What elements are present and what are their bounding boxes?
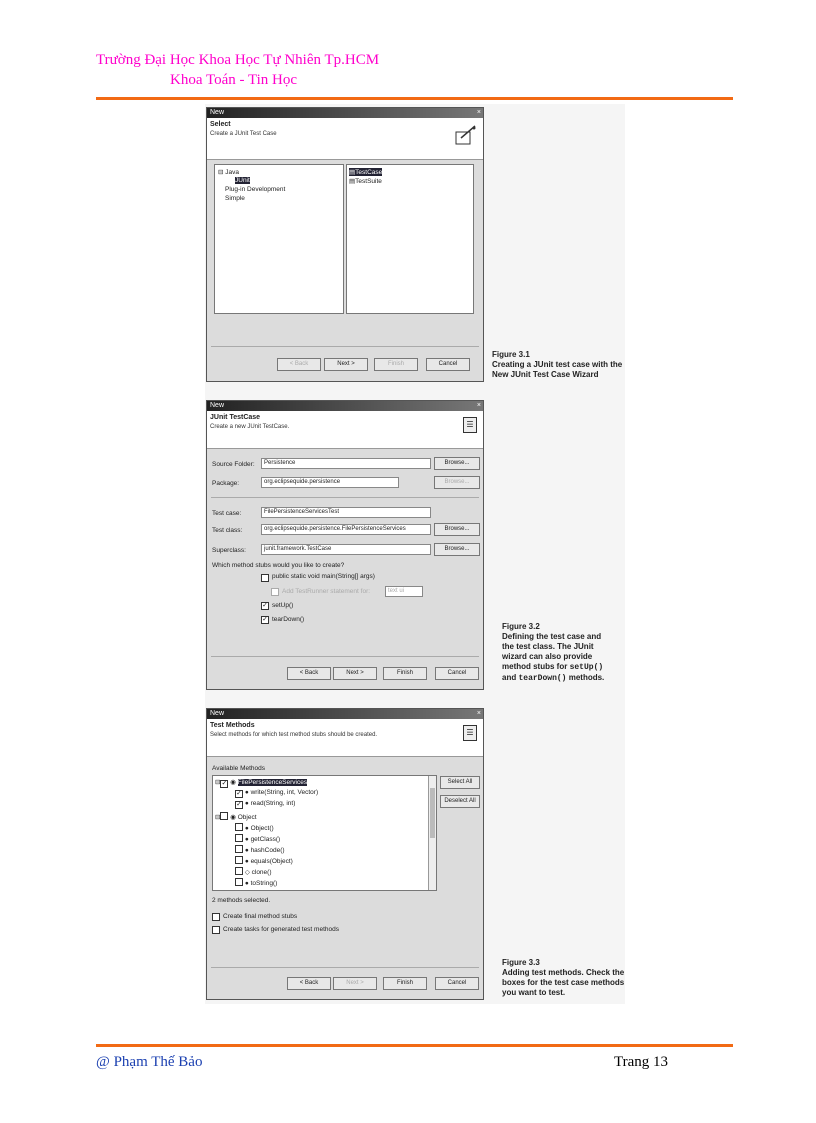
finish-button[interactable]: Finish (383, 667, 427, 680)
method-row[interactable]: ● toString() (235, 877, 277, 887)
cancel-button[interactable]: Cancel (435, 667, 479, 680)
tree-item-java[interactable]: ⊟ Java (218, 169, 239, 176)
methods-selected-count: 2 methods selected. (212, 897, 271, 904)
fig3-separator (211, 967, 479, 968)
fig1-separator (211, 346, 479, 347)
tree-item-simple[interactable]: Simple (225, 195, 245, 202)
method-checkbox[interactable] (235, 856, 243, 864)
method-icon: ● (244, 825, 249, 832)
fig2-banner-subtitle: Create a new JUnit TestCase. (210, 424, 290, 430)
file-icon: ▤ (349, 178, 356, 185)
teardown-label: tearDown() (272, 616, 305, 623)
fig3-caption-body: Adding test methods. Check the boxes for the test case methods you want to test. (502, 968, 625, 997)
fig2-banner-title: JUnit TestCase (210, 414, 261, 421)
fig2-caption-line3: wizard can also provide (502, 652, 593, 661)
next-button[interactable]: Next > (333, 667, 377, 680)
testrunner-label: Add TestRunner statement for: (282, 588, 371, 595)
method-checkbox[interactable] (235, 834, 243, 842)
method-checkbox[interactable]: ✓ (236, 790, 242, 797)
fig3-banner-subtitle: Select methods for which test method stubs should be created. (210, 732, 378, 738)
select-all-button[interactable]: Select All (440, 776, 480, 789)
browse-package-button[interactable]: Browse... (434, 476, 480, 489)
fig3-window-title: New (210, 710, 225, 717)
fig1-caption-title: Figure 3.1 (492, 350, 530, 359)
page-number: Trang 13 (614, 1054, 669, 1070)
fig2-caption-line5: and tearDown() methods. (502, 673, 605, 683)
create-tasks-checkbox[interactable] (212, 926, 220, 934)
method-row-class[interactable]: ⊟✓ ◉ FilePersistenceServices (215, 779, 308, 787)
fig2-separator-1 (211, 497, 479, 498)
testrunner-select[interactable]: text ui (385, 586, 423, 597)
file-icon: ▤ (349, 169, 356, 176)
superclass-label: Superclass: (212, 547, 246, 554)
method-checkbox[interactable]: ✓ (221, 780, 228, 787)
tree-item-junit[interactable]: JUnit (235, 177, 250, 184)
fig2-caption-line1: Defining the test case and (502, 632, 602, 641)
fig1-banner (207, 118, 483, 160)
fig2-caption-title: Figure 3.2 (502, 622, 540, 631)
method-row-read[interactable]: ✓ ● read(String, int) (236, 800, 296, 808)
close-icon[interactable]: × (476, 402, 481, 409)
fig1-caption (492, 350, 627, 380)
class-icon: ◉ (230, 814, 236, 821)
fig1-banner-title: Select (210, 121, 231, 128)
wizard-wand-icon (455, 124, 477, 146)
method-row[interactable]: ● getClass() (235, 833, 280, 843)
tree-collapse-icon[interactable]: ⊟ (218, 169, 224, 176)
browse-source-button[interactable]: Browse... (434, 457, 480, 470)
fig1-caption-body: Creating a JUnit test case with the New JUnit Test Case Wizard (492, 360, 623, 379)
source-folder-label: Source Folder: (212, 461, 255, 468)
method-row[interactable]: ● hashCode() (235, 844, 285, 854)
fig3-banner-title: Test Methods (210, 722, 255, 729)
next-button[interactable]: Next > (333, 977, 377, 990)
method-icon: ● (244, 800, 249, 807)
main-stub-label: public static void main(String[] args) (272, 573, 375, 580)
fig2-titlebar (207, 401, 483, 411)
fig2-banner (207, 411, 483, 449)
fig1-wizard-list[interactable] (346, 164, 474, 314)
method-icon: ● (244, 847, 249, 854)
test-case-label: Test case: (212, 510, 242, 517)
list-item-testcase[interactable]: ▤TestCase (349, 169, 383, 176)
final-stubs-checkbox[interactable] (212, 913, 220, 921)
cancel-button[interactable]: Cancel (426, 358, 470, 371)
deselect-all-button[interactable]: Deselect All (440, 795, 480, 808)
next-button[interactable]: Next > (324, 358, 368, 371)
methods-tree[interactable] (212, 775, 437, 891)
fig2-dialog (206, 400, 484, 690)
final-stubs-label: Create final method stubs (223, 913, 298, 920)
junit-class-icon: ☰ (463, 725, 477, 741)
header-rule (96, 97, 733, 100)
fig3-caption (502, 958, 627, 998)
close-icon[interactable]: × (476, 109, 481, 116)
method-icon: ● (244, 858, 249, 865)
fig2-separator-2 (211, 656, 479, 657)
browse-test-class-button[interactable]: Browse... (434, 523, 480, 536)
method-icon: ● (244, 836, 249, 843)
finish-button[interactable]: Finish (374, 358, 418, 371)
fig3-banner (207, 719, 483, 757)
package-label: Package: (212, 480, 240, 487)
fig1-dialog (206, 107, 484, 382)
back-button[interactable]: < Back (287, 977, 331, 990)
method-checkbox[interactable] (220, 812, 228, 820)
test-class-field[interactable]: org.eclipsequide.persistence.FilePersistenceServices (261, 524, 431, 535)
method-row[interactable]: ● Object() (235, 822, 274, 832)
method-checkbox[interactable] (235, 867, 243, 875)
method-icon: ● (244, 880, 249, 887)
main-stub-checkbox[interactable] (261, 574, 269, 582)
fig1-banner-subtitle: Create a JUnit Test Case (210, 131, 277, 137)
fig2-caption-line2: the test class. The JUnit (502, 642, 594, 651)
method-checkbox[interactable] (235, 845, 243, 853)
close-icon[interactable]: × (476, 710, 481, 717)
method-row[interactable]: ◇ clone() (235, 866, 272, 876)
superclass-field[interactable]: junit.framework.TestCase (261, 544, 431, 555)
fig2-caption-line4: method stubs for setUp() (502, 662, 604, 672)
junit-class-icon: ☰ (463, 417, 477, 433)
fig3-caption-title: Figure 3.3 (502, 958, 540, 967)
footer-rule (96, 1044, 733, 1047)
class-icon: ◉ (230, 779, 236, 786)
fig1-wizard-tree[interactable] (214, 164, 344, 314)
tree-item-plugin[interactable]: Plug-in Development (225, 186, 286, 193)
teardown-checkbox[interactable]: ✓ (262, 616, 268, 623)
test-case-field[interactable]: FilePersistenceServicesTest (261, 507, 431, 518)
finish-button[interactable]: Finish (383, 977, 427, 990)
cancel-button[interactable]: Cancel (435, 977, 479, 990)
footer-author: @ Phạm Thế Bảo (96, 1054, 203, 1070)
header-faculty: Khoa Toán - Tin Học (170, 72, 298, 88)
fig1-window-title: New (210, 109, 225, 116)
test-class-label: Test class: (212, 527, 243, 534)
available-methods-label: Available Methods (212, 765, 265, 772)
methods-scrollbar[interactable] (428, 776, 436, 890)
method-icon: ◇ (244, 869, 250, 876)
fig2-window-title: New (210, 402, 225, 409)
method-row-write[interactable]: ✓ ● write(String, int, Vector) (236, 789, 319, 797)
header-school: Trường Đại Học Khoa Học Tự Nhiên Tp.HCM (96, 52, 380, 68)
setup-checkbox[interactable]: ✓ (262, 602, 268, 609)
stubs-question: Which method stubs would you like to create? (212, 562, 345, 569)
fig3-dialog (206, 708, 484, 1000)
back-button[interactable]: < Back (277, 358, 321, 371)
back-button[interactable]: < Back (287, 667, 331, 680)
method-checkbox[interactable] (235, 878, 243, 886)
fig1-titlebar (207, 108, 483, 118)
source-folder-field[interactable]: Persistence (261, 458, 431, 469)
setup-label: setUp() (272, 602, 294, 609)
browse-superclass-button[interactable]: Browse... (434, 543, 480, 556)
fig3-titlebar (207, 709, 483, 719)
method-row[interactable]: ● equals(Object) (235, 855, 293, 865)
method-checkbox[interactable] (235, 823, 243, 831)
list-item-testsuite[interactable]: ▤TestSuite (349, 178, 382, 185)
package-field[interactable]: org.eclipsequide.persistence (261, 477, 399, 488)
testrunner-checkbox[interactable] (271, 588, 279, 596)
method-row-object[interactable]: ⊟ ◉ Object (215, 814, 257, 821)
method-checkbox[interactable]: ✓ (236, 801, 242, 808)
create-tasks-label: Create tasks for generated test methods (223, 926, 339, 933)
method-icon: ● (244, 789, 249, 796)
fig2-caption (502, 622, 627, 684)
